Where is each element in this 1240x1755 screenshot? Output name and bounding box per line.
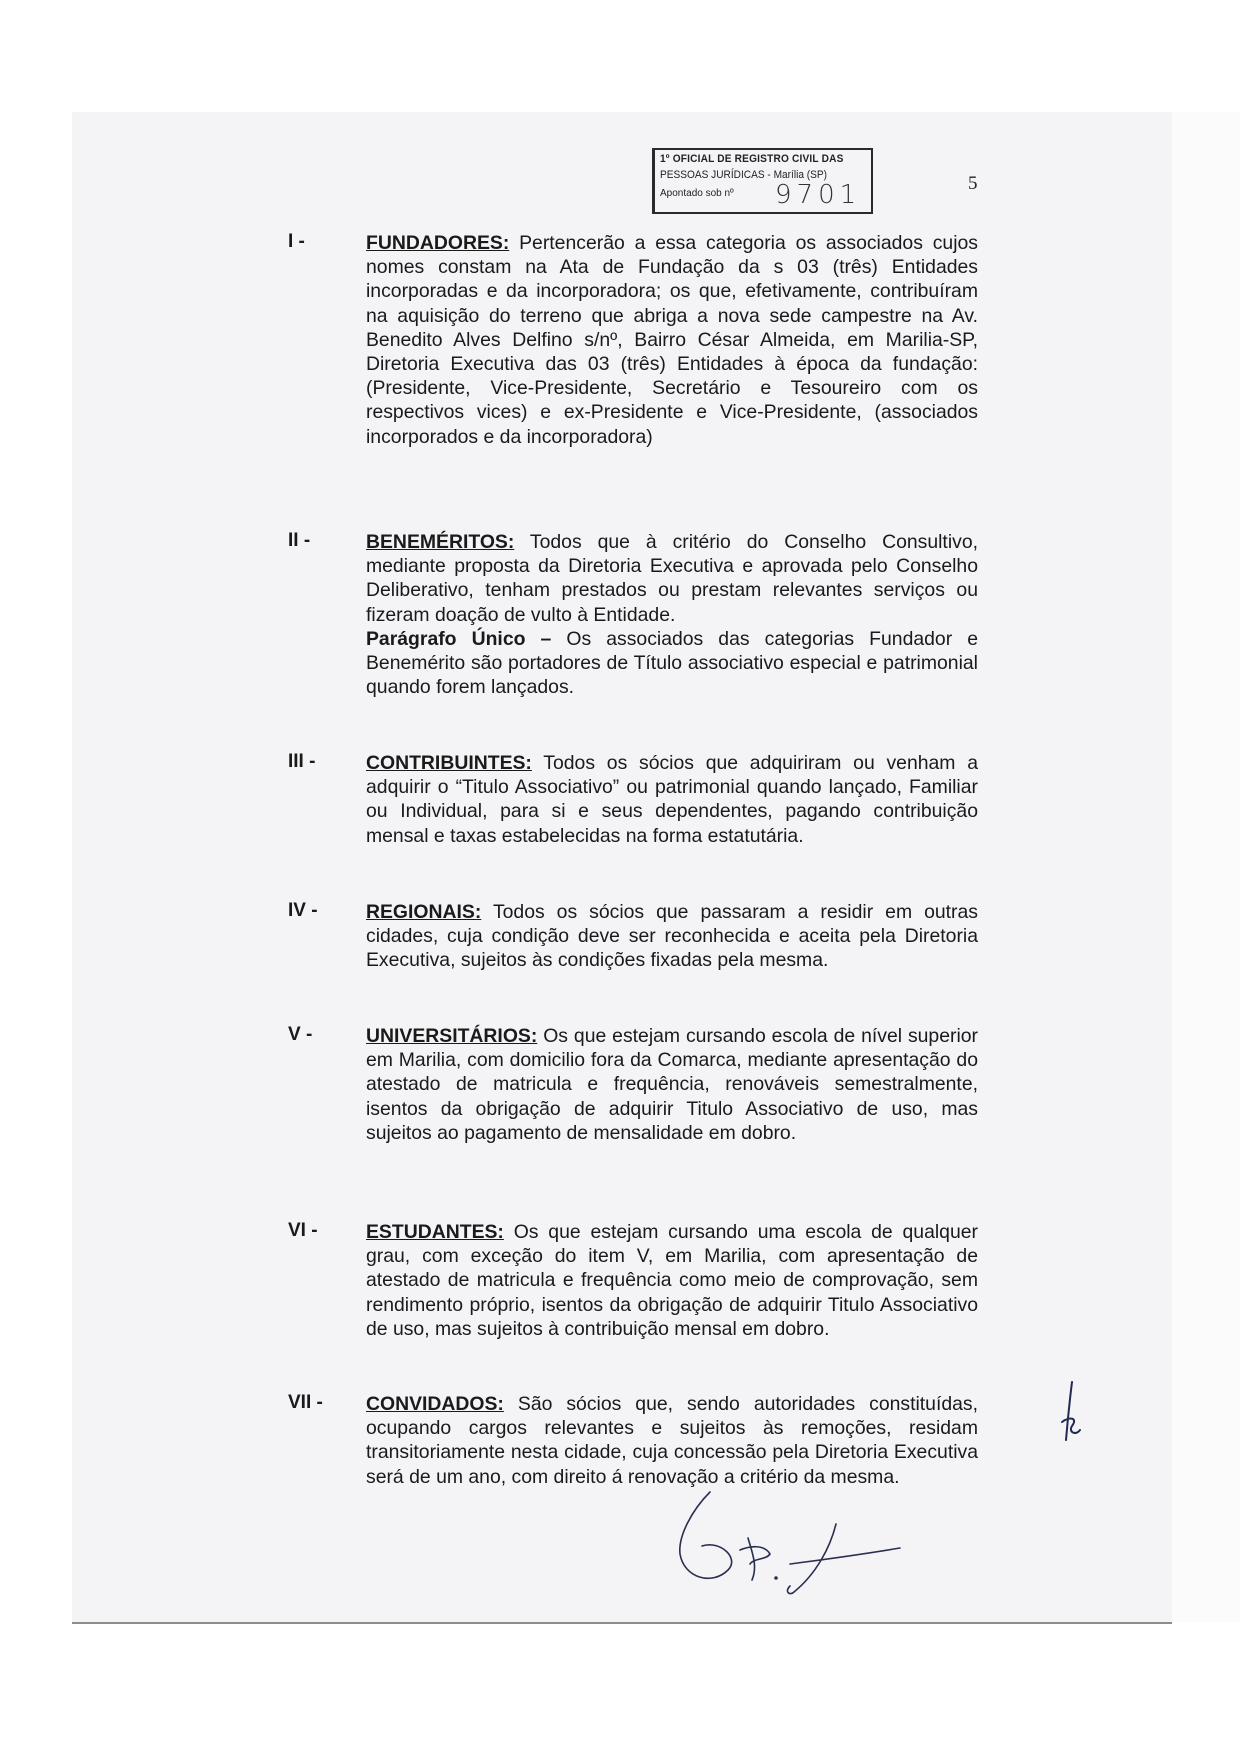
item-text: Os que estejam cursando uma escola de qualquer grau, com exceção do item V, em Marilia, com apresentação de atestado de matricula e frequência como meio de comprovação, sem rendimento próprio, isentos da obrigação de adquirir Titulo Associativo de uso, mas sujeitos à contribuição mensal em dobro. bbox=[366, 1221, 978, 1340]
paragraph-unique bbox=[366, 627, 978, 700]
item-title: ESTUDANTES: bbox=[366, 1221, 504, 1243]
item-body bbox=[366, 1220, 978, 1341]
stamp-line-2: PESSOAS JURÍDICAS - Marília (SP) bbox=[660, 169, 828, 181]
item-number: IV - bbox=[288, 900, 318, 921]
item-body bbox=[366, 231, 978, 449]
registry-stamp bbox=[652, 148, 873, 214]
paragraph-text: Os associados das categorias Fundador e Benemérito são portadores de Título associativo especial e patrimonial quando forem lançados. bbox=[366, 627, 979, 699]
item-text: Todos os sócios que passaram a residir em outras cidades, cuja condição deve ser reconhecida e aceita pela Diretoria Executiva, sujeitos às condições fixadas pela mesma. bbox=[366, 901, 978, 972]
item-number: III - bbox=[288, 751, 316, 772]
item-title: CONVIDADOS: bbox=[366, 1393, 504, 1415]
item-number: VII - bbox=[288, 1392, 323, 1413]
handwritten-signature bbox=[640, 1488, 910, 1598]
item-text: Todos que à critério do Conselho Consultivo, mediante proposta da Diretoria Executiva e aprovada pelo Conselho Deliberativo, tenham prestados ou prestam relevantes serviços ou fizeram doação de vulto à Entidade. bbox=[366, 531, 978, 626]
item-text: Todos os sócios que adquiriram ou venham a adquirir o “Titulo Associativo” ou patrimonial quando lançado, Familiar ou Individual, para si e seus dependentes, pagando contribuição mensal e taxas estabelecidas na forma estatutária. bbox=[366, 752, 978, 847]
item-title: UNIVERSITÁRIOS: bbox=[366, 1025, 538, 1047]
item-number: V - bbox=[288, 1024, 313, 1045]
item-body bbox=[366, 1392, 978, 1489]
paragraph-title: Parágrafo Único – bbox=[366, 627, 552, 650]
stamp-number: 9701 bbox=[775, 180, 862, 210]
item-number: VI - bbox=[288, 1220, 318, 1241]
item-body bbox=[366, 1024, 978, 1145]
item-text: Pertencerão a essa categoria os associados cujos nomes constam na Ata de Fundação da s 03 (três) Entidades incorporadas e da incorporadora; os que, efetivamente, contribuíram na aquisição do terreno que abriga a nova sede campestre na Av. Benedito Alves Delfino s/nº, Bairro César Almeida, em Marilia-SP, Diretoria Executiva das 03 (três) Entidades à época da fundação: (Presidente, Vice-Presidente, Secretário e Tesoureiro com os respectivos vices) e ex-Presidente e Vice-Presidente, (associados incorporados e da incorporadora) bbox=[366, 232, 979, 448]
item-title: CONTRIBUINTES: bbox=[366, 752, 532, 774]
item-body bbox=[366, 751, 978, 848]
item-title: FUNDADORES: bbox=[366, 232, 510, 254]
item-title: BENEMÉRITOS: bbox=[366, 531, 515, 553]
item-text: São sócios que, sendo autoridades constituídas, ocupando cargos relevantes e sujeitos às remoções, residam transitoriamente nesta cidade, cuja concessão pela Diretoria Executiva será de um ano, com direito á renovação a critério da mesma. bbox=[366, 1393, 978, 1488]
stamp-line-1: 1º OFICIAL DE REGISTRO CIVIL DAS bbox=[660, 153, 844, 165]
page-margin bbox=[1172, 112, 1240, 1622]
page-number: 5 bbox=[968, 173, 978, 194]
item-number: I - bbox=[288, 231, 305, 252]
item-body bbox=[366, 530, 978, 699]
stamp-line-3: Apontado sob nº bbox=[660, 188, 734, 199]
item-number: II - bbox=[288, 530, 311, 551]
item-title: REGIONAIS: bbox=[366, 901, 482, 923]
item-text: Os que estejam cursando escola de nível superior em Marilia, com domicilio fora da Comarca, mediante apresentação do atestado de matricula e frequência, renováveis semestralmente, isentos da obrigação de adquirir Titulo Associativo de uso, mas sujeitos ao pagamento de mensalidade em dobro. bbox=[366, 1025, 979, 1144]
item-body bbox=[366, 900, 978, 973]
margin-initial-signature bbox=[1050, 1378, 1090, 1450]
